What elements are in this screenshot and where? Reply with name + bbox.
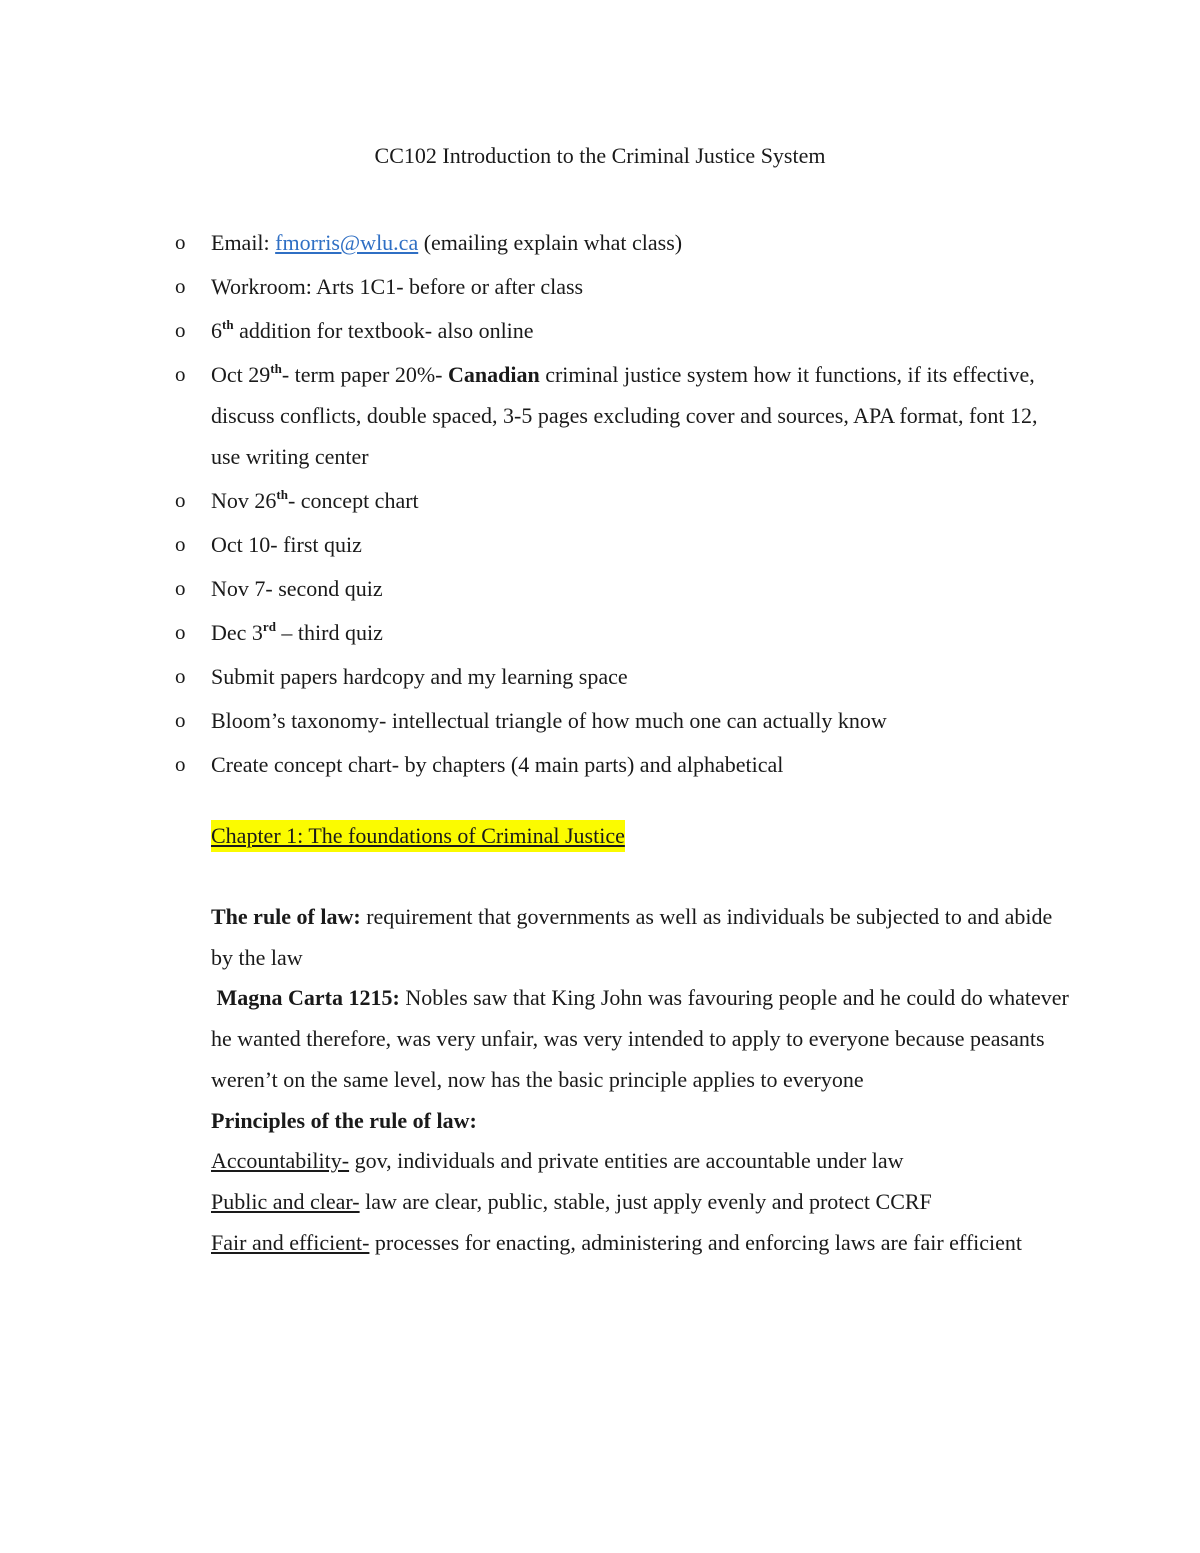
bullet-marker: o <box>175 230 186 254</box>
list-item-email: o Email: fmorris@wlu.ca (emailing explain what class) <box>0 222 1051 263</box>
email-link[interactable]: fmorris@wlu.ca <box>275 230 419 255</box>
bullet-marker: o <box>175 532 186 556</box>
bullet-marker: o <box>175 752 186 776</box>
list-item-concept-chart: o Nov 26th- concept chart <box>0 480 1051 521</box>
bullet-marker: o <box>175 488 186 512</box>
bullet-marker: o <box>175 362 186 386</box>
list-item-first-quiz: o Oct 10- first quiz <box>0 524 1051 565</box>
principle-accountability: Accountability- gov, individuals and private entities are accountable under law <box>211 1148 904 1174</box>
list-item-create-chart: o Create concept chart- by chapters (4 main parts) and alphabetical <box>0 744 1051 785</box>
list-item-blooms-taxonomy: o Bloom’s taxonomy- intellectual triangle of how much one can actually know <box>0 700 1051 741</box>
bullet-marker: o <box>175 708 186 732</box>
bullet-marker: o <box>175 664 186 688</box>
list-item-workroom: o Workroom: Arts 1C1- before or after class <box>0 266 1051 307</box>
list-item-second-quiz: o Nov 7- second quiz <box>0 568 1051 609</box>
list-item-term-paper: o Oct 29th- term paper 20%- Canadian criminal justice system how it functions, if its effective, discuss conflicts, double spaced, 3-5 pages excluding cover and sources, APA format, font 12, use writing center <box>0 354 1051 477</box>
bullet-marker: o <box>175 576 186 600</box>
bullet-marker: o <box>175 620 186 644</box>
principle-fair-efficient: Fair and efficient- processes for enacting, administering and enforcing laws are fair efficient <box>211 1229 1023 1255</box>
chapter-notes <box>211 897 1071 1263</box>
rule-of-law-paragraph: The rule of law: requirement that governments as well as individuals be subjected to and abide by the law <box>211 904 1053 970</box>
list-item-third-quiz: o Dec 3rd – third quiz <box>0 612 1051 653</box>
principles-heading: Principles of the rule of law: <box>211 1107 477 1133</box>
principle-public-clear: Public and clear- law are clear, public, stable, just apply evenly and protect CCRF <box>211 1188 932 1214</box>
list-item-submit-papers: o Submit papers hardcopy and my learning space <box>0 656 1051 697</box>
chapter-heading: Chapter 1: The foundations of Criminal Justice <box>211 820 625 852</box>
course-info-list <box>0 222 1051 788</box>
list-item-textbook: o 6th addition for textbook- also online <box>0 310 1051 351</box>
bullet-marker: o <box>175 274 186 298</box>
bullet-marker: o <box>175 318 186 342</box>
document-title: CC102 Introduction to the Criminal Justice System <box>374 143 826 168</box>
magna-carta-paragraph: Magna Carta 1215: Nobles saw that King John was favouring people and he could do whatever he wanted therefore, was very unfair, was very intended to apply to everyone because peasants weren’t on the same level, now has the basic principle applies to everyone <box>211 985 1069 1092</box>
